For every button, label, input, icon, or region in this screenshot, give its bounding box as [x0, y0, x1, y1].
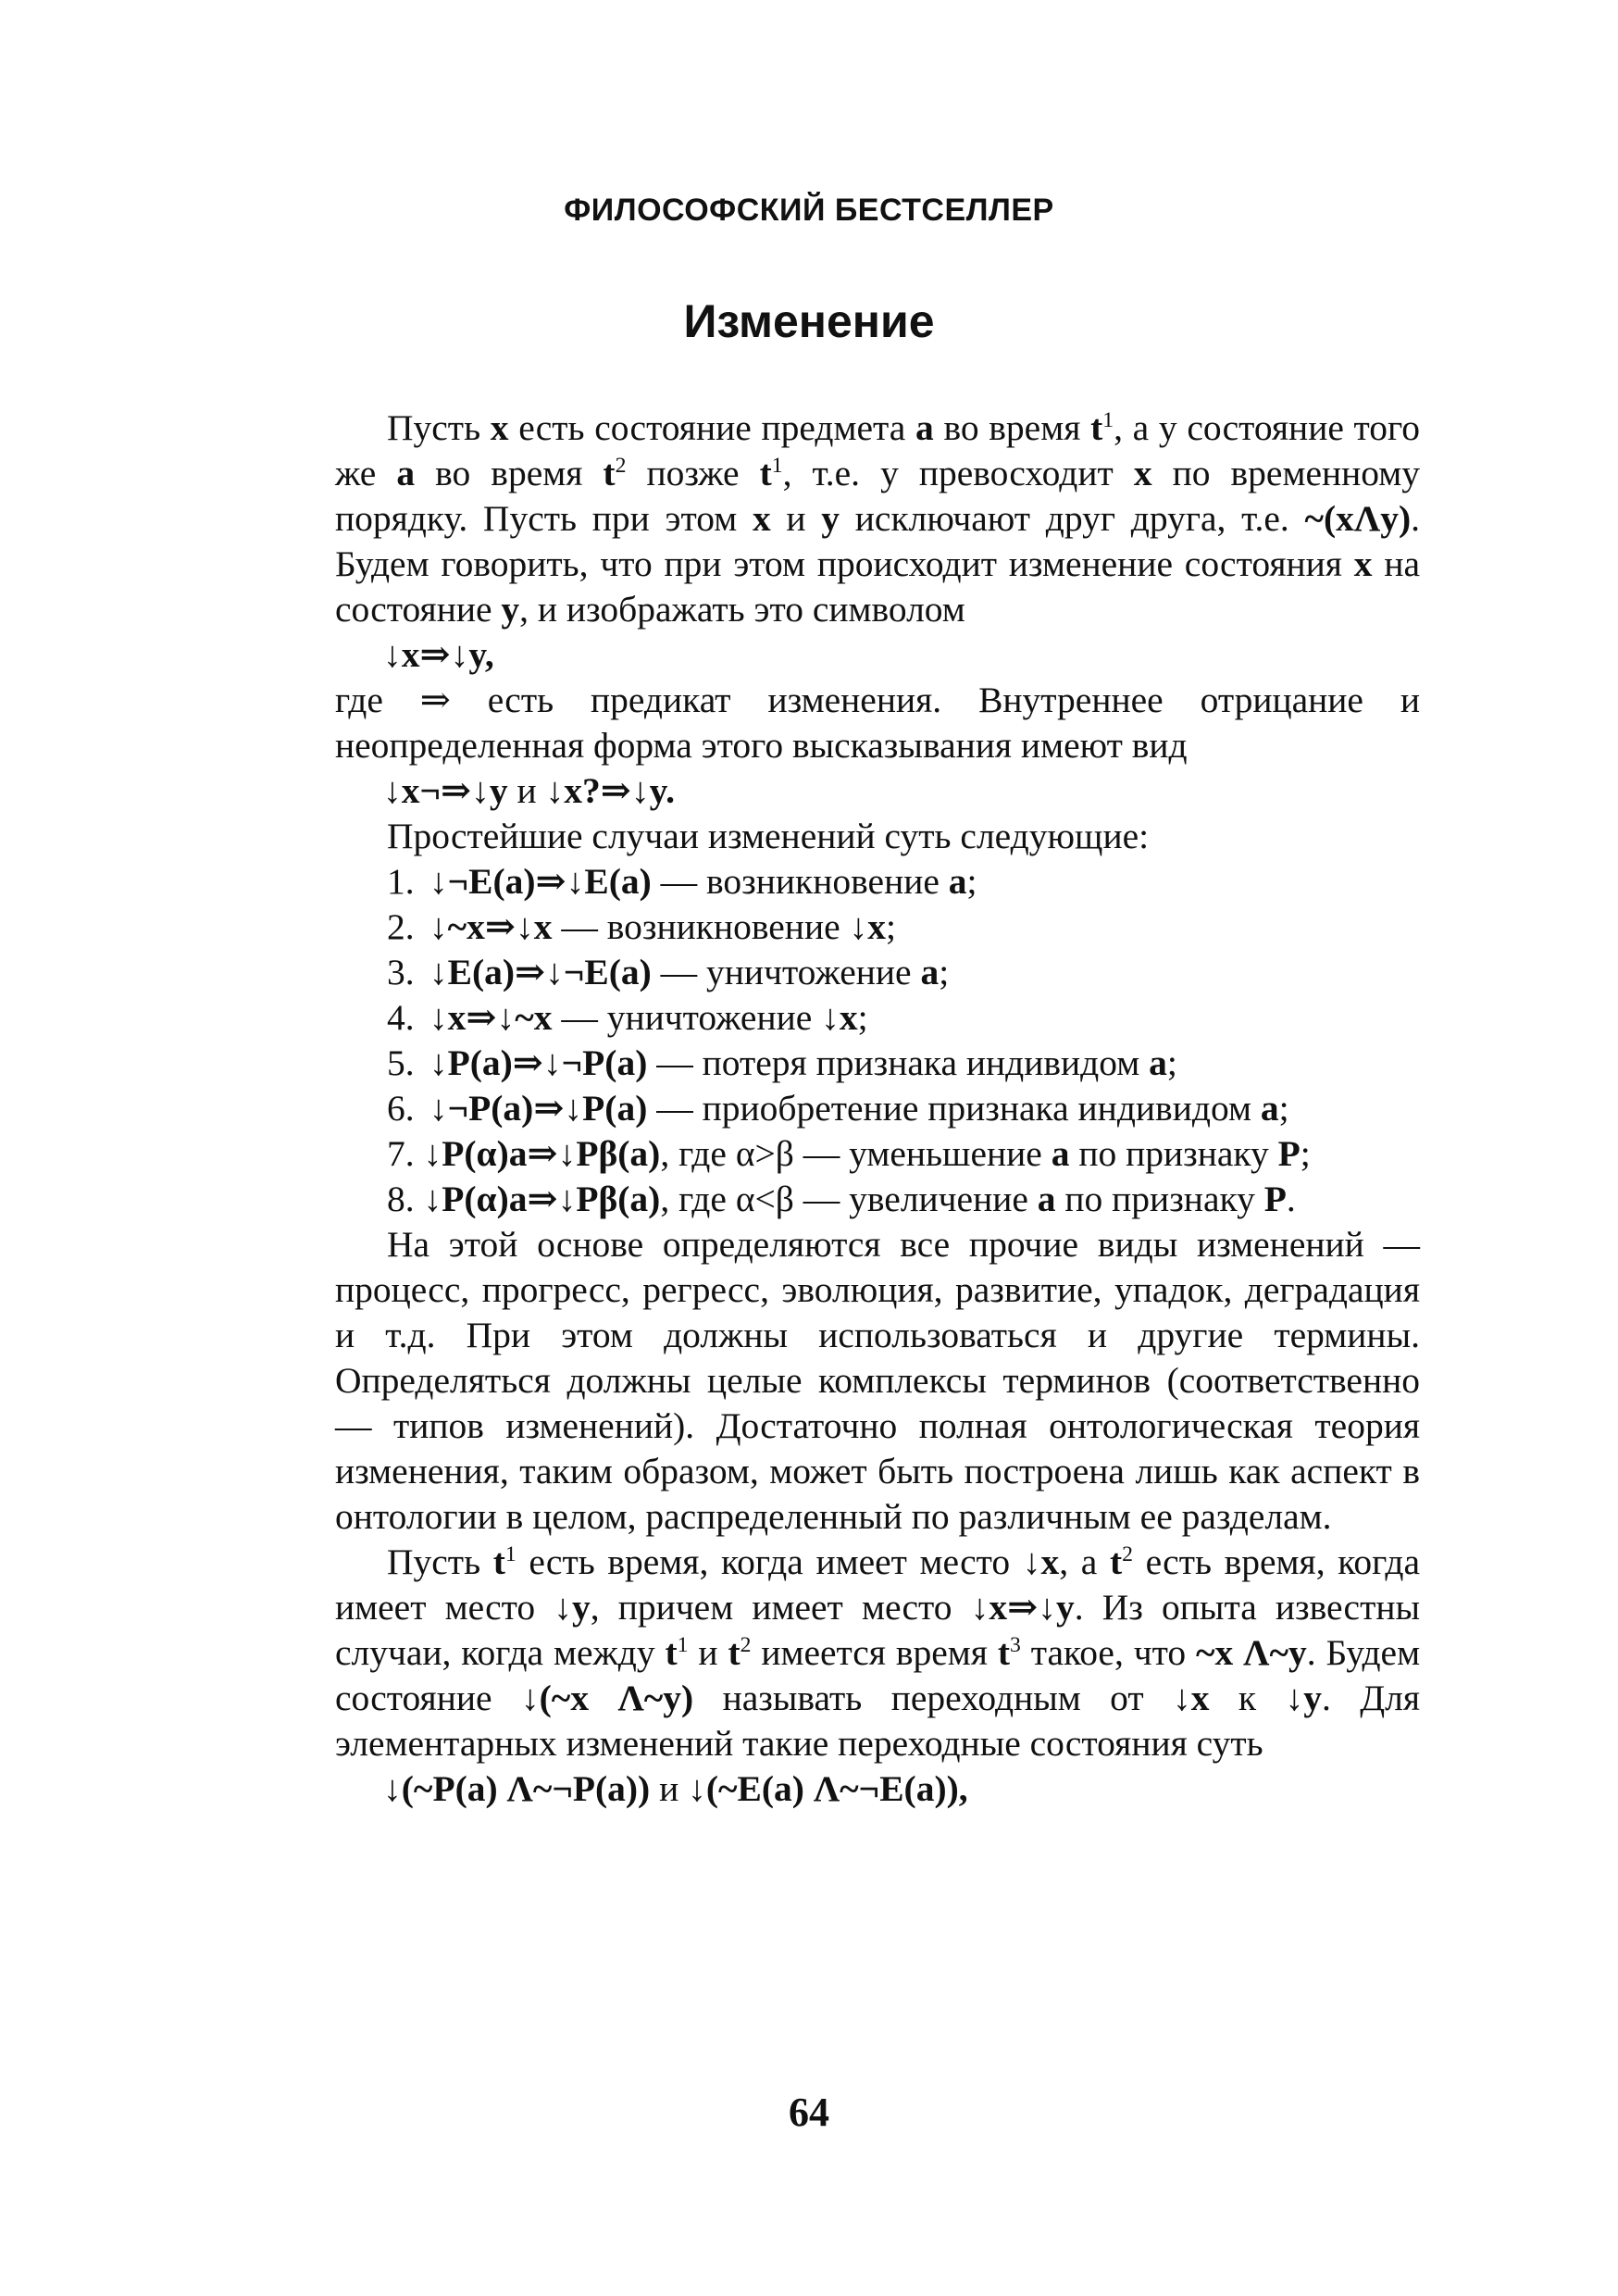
paragraph-3: Простейшие случаи изменений суть следующие:: [387, 816, 1150, 856]
paragraph-2: где ⇒ есть предикат изменения. Внутреннее отрицание и неопределенная форма этого высказывания имеют вид: [335, 680, 1420, 766]
formula-negation: ↓x¬⇒↓y и ↓x?⇒↓y.: [383, 770, 676, 811]
list-item: 6. ↓¬P(a)⇒↓P(a) — приобретение признака индивидом a;: [387, 1088, 1289, 1129]
body-text: [335, 406, 1420, 1812]
list-item: 7. ↓P(α)a⇒↓Pβ(a), где α>β — уменьшение a по признаку P;: [387, 1133, 1311, 1174]
paragraph-1: Пусть x есть состояние предмета a во время $t^1$, а у состояние того же a во время $t^2$ позже $t^1$, т.е. у превосходит x по временному порядку. Пусть при этом x и y исключают друг друга, т.е. ~(xΛy). Будем говорить, что при этом происходит изменение состояния x на состояние y, и изображать это символом: [335, 407, 1421, 630]
list-item: 3. ↓E(a)⇒↓¬E(a) — уничтожение a;: [387, 952, 950, 992]
page-number: 64: [789, 2090, 829, 2135]
list-item: 1. ↓¬E(a)⇒↓E(a) — возникновение a;: [387, 861, 977, 902]
formula-transitional: ↓(~P(a) Λ~¬P(a)) и ↓(~E(a) Λ~¬E(a)),: [383, 1768, 968, 1809]
list-item: 5. ↓P(a)⇒↓¬P(a) — потеря признака индивидом a;: [387, 1042, 1177, 1083]
paragraph-4: На этой основе определяются все прочие виды изменений — процесс, прогресс, регресс, эволюция, развитие, упадок, деградация и т.д. При этом должны использоваться и другие термины. Определяться должны целые комплексы терминов (соответственно — типов изменений). Достаточно полная онтологическая теория изменения, таким образом, может быть построена лишь как аспект в онтологии в целом, распределенный по различным ее разделам.: [335, 1224, 1420, 1537]
list-item: 2. ↓~x⇒↓x — возникновение ↓x;: [387, 906, 896, 947]
formula-change: ↓x⇒↓y,: [383, 634, 494, 675]
list-item: 8. ↓P(α)a⇒↓Pβ(a), где α<β — увеличение a по признаку P.: [387, 1179, 1296, 1219]
section-title: Изменение: [683, 295, 935, 347]
running-header: ФИЛОСОФСКИЙ БЕСТСЕЛЛЕР: [564, 193, 1054, 228]
paragraph-5: Пусть $t^1$ есть время, когда имеет место ↓x, а $t^2$ есть время, когда имеет место ↓y, причем имеет место ↓x⇒↓y. Из опыта известны случаи, когда между $t^1$ и $t^2$ имеется время $t^3$ такое, что ~x Λ~y. Будем состояние ↓(~x Λ~y) называть переходным от ↓x к ↓y. Для элементарных изменений такие переходные состояния суть: [335, 1541, 1421, 1764]
list-item: 4. ↓x⇒↓~x — уничтожение ↓x;: [387, 997, 868, 1038]
